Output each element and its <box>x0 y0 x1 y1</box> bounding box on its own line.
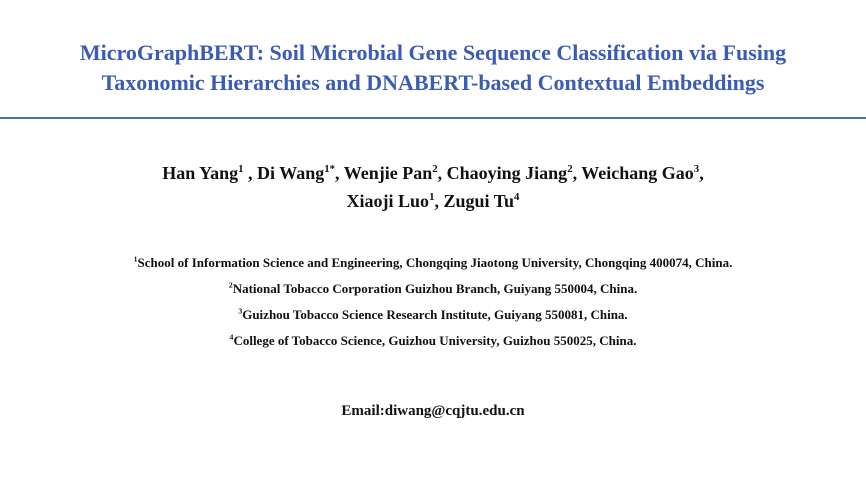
author-separator: , <box>434 191 444 211</box>
author-name <box>347 191 444 211</box>
affiliation-sup: 1 <box>133 254 138 264</box>
author-sup: 1 <box>238 163 244 175</box>
author-name-text: Weichang Gao <box>581 163 694 183</box>
author-sup: 1 <box>429 191 435 203</box>
affiliation-text: School of Information Science and Engineering, Chongqing Jiaotong University, Chongqing 400074, China. <box>137 255 733 270</box>
author-line-2 <box>0 187 866 215</box>
author-name <box>162 163 257 183</box>
affiliation-2 <box>0 276 866 302</box>
author-name <box>443 191 519 211</box>
author-separator: , <box>699 163 704 183</box>
affiliation-3 <box>0 302 866 328</box>
contact-email: Email:diwang@cqjtu.edu.cn <box>341 403 525 419</box>
affiliation-sup: 3 <box>238 306 243 316</box>
author-name <box>344 163 447 183</box>
author-name-text: Wenjie Pan <box>343 163 433 183</box>
author-separator: , <box>437 163 447 183</box>
affiliation-text: National Tobacco Corporation Guizhou Branch, Guiyang 550004, China. <box>232 281 638 296</box>
affiliation-text: Guizhou Tobacco Science Research Institute, Guiyang 550081, China. <box>242 307 628 322</box>
author-line-1 <box>0 159 866 187</box>
author-separator: , <box>243 163 258 183</box>
affiliation-sup: 4 <box>229 332 234 342</box>
affiliation-text: College of Tobacco Science, Guizhou University, Guizhou 550025, China. <box>233 333 637 348</box>
author-name <box>447 163 582 183</box>
author-sup: 4 <box>514 191 520 203</box>
author-separator: , <box>572 163 582 183</box>
author-name <box>581 163 703 183</box>
title-divider <box>0 117 866 119</box>
author-name-text: Han Yang <box>162 163 239 183</box>
author-sup: 2 <box>567 163 573 175</box>
title-line-2: Taxonomic Hierarchies and DNABERT-based Contextual Embeddings <box>101 70 765 95</box>
affiliation-list <box>0 250 866 354</box>
author-list <box>0 159 866 215</box>
author-sup: 1* <box>324 163 336 175</box>
paper-title <box>0 38 866 98</box>
affiliation-sup: 2 <box>228 280 233 290</box>
affiliation-4 <box>0 328 866 354</box>
author-separator: , <box>335 163 344 183</box>
author-name-text: Chaoying Jiang <box>446 163 568 183</box>
author-name-text: Xiaoji Luo <box>346 191 430 211</box>
title-line-1: MicroGraphBERT: Soil Microbial Gene Sequence Classification via Fusing <box>79 40 787 65</box>
author-name <box>257 163 344 183</box>
author-sup: 3 <box>693 163 700 175</box>
author-name-text: Zugui Tu <box>443 191 515 211</box>
author-name-text: Di Wang <box>257 163 325 183</box>
author-sup: 2 <box>432 163 438 175</box>
affiliation-1 <box>0 250 866 276</box>
